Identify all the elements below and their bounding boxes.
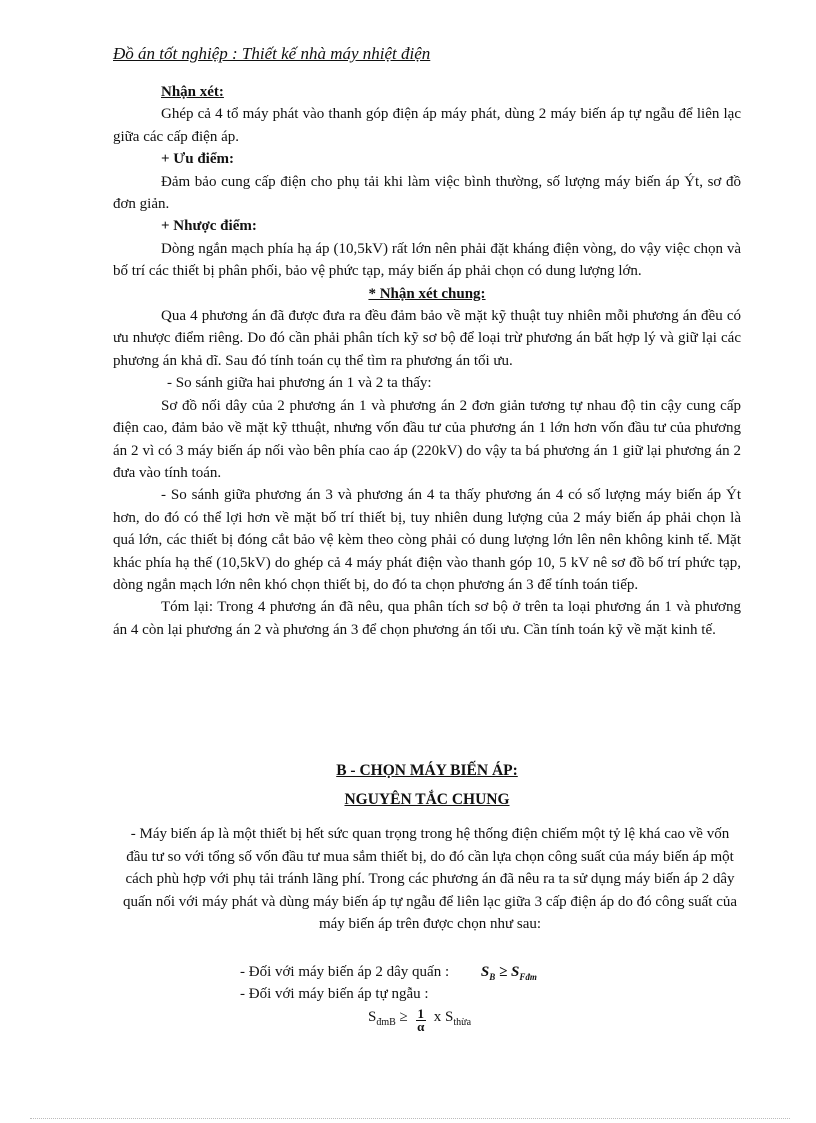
nhan-xet-chung-p3: Sơ đồ nối dây của 2 phương án 1 và phương án 2 đơn giản tương tự nhau độ tin cậy cung cấp điện cao, đảm bảo về mặt kỹ tthuật, nhưng vốn đầu tư của phương án 1 lớn hơn vốn đầu tư của phương án 2 vì có 3 máy biến áp nối vào bên phía cao áp (220kV) do vậy ta bá phương án 1 giữ lại phương án 2 đưa vào tính toán. (113, 397, 741, 481)
nhan-xet-chung-title: * Nhận xét chung: (368, 285, 486, 302)
nhan-xet-chung-p5: Tóm lại: Trong 4 phương án đã nêu, qua phân tích sơ bộ ở trên ta loại phương án 1 và phương án 4 còn lại phương án 2 và phương án 3 để chọn phương án tối ưu. Cần tính toán kỹ về mặt kinh tế. (113, 599, 741, 638)
uu-diem-title: + Ưu điểm: (161, 151, 234, 168)
uu-diem-text: Đảm bảo cung cấp điện cho phụ tải khi làm việc bình thường, số lượng máy biến áp Ýt, sơ đồ đơn giản. (113, 173, 741, 213)
nhan-xet-chung-p2: - So sánh giữa hai phương án 1 và 2 ta thấy: (167, 375, 432, 392)
page-header: Đồ án tốt nghiệp : Thiết kế nhà máy nhiệt điện (113, 44, 431, 63)
document-body (113, 81, 741, 641)
nhuoc-diem-title: + Nhược điểm: (161, 218, 257, 235)
two-winding-rule: - Đối với máy biến áp 2 dây quấn : $S_B \ge S_{Fđm}$ (240, 964, 537, 982)
nhan-xet-text: Ghép cả 4 tổ máy phát vào thanh góp điện áp máy phát, dùng 2 máy biến áp tự ngẫu để liên lạc giữa các cấp điện áp. (113, 106, 741, 145)
nhan-xet-chung-p1: Qua 4 phương án đã được đưa ra đều đảm bảo về mặt kỹ thuật tuy nhiên mỗi phương án đều có ưu nhược điểm riêng. Do đó cần phải phân tích kỹ sơ bộ để loại trừ phương án bất hợp lý và giữ lại các phương án khả dĩ. Sau đó tính toán cụ thể tìm ra phương án tối ưu. (113, 308, 741, 369)
nhan-xet-chung-p4: - So sánh giữa phương án 3 và phương án 4 ta thấy phương án 4 có số lượng máy biến áp Ýt hơn, do đó có thể lợi hơn về mặt bố trí thiết bị, tuy nhiên dung lượng của 2 máy biến áp phải chọn là quá lớn, các thiết bị đóng cắt bảo vệ kèm theo còng phải có dung lượng lớn lên nên không kinh tế. Mặt khác phía hạ thế (10,5kV) do ghép cả 4 máy phát điện vào thanh góp 10, 5 kV nê sơ đồ bố trí phức tạp, dòng ngắn mạch lớn nên khó chọn thiết bị, do đó ta chọn phương án 3 để tính toán tiếp. (113, 487, 741, 593)
section-b-title: B - CHỌN MÁY BIẾN ÁP: (336, 762, 518, 779)
principle-paragraph: - Máy biến áp là một thiết bị hết sức quan trọng trong hệ thống điện chiếm một tỷ lệ khá cao về vốn đầu tư so với tổng số vốn đầu tư mua sắm thiết bị, do đó cần lựa chọn công suất của máy biến áp một cách phù hợp với phụ tải tránh lãng phí. Trong các phương án đã nêu ra ta sử dụng máy biến áp 2 dây quấn nối với máy phát và dùng máy biến áp tự ngẫu để liên lạc giữa 3 cấp điện áp do đó công suất của máy biến áp trên được chọn như sau: (122, 826, 738, 933)
auto-transformer-formula: $S_{đmB}$ ≥ $\frac{1}{\alpha}$ x $S_{thừa}$ (368, 1006, 472, 1034)
two-winding-formula: $S_B \ge S_{Fđm}$ (480, 964, 537, 982)
fraction: $\frac{1}{\alpha}$ (417, 1006, 425, 1034)
page-bottom-rule (30, 1118, 790, 1119)
auto-transformer-rule: - Đối với máy biến áp tự ngẫu : (240, 986, 429, 1002)
nhuoc-diem-text: Dòng ngắn mạch phía hạ áp (10,5kV) rất lớn nên phải đặt kháng điện vòng, do vậy việc chọn và bố trí các thiết bị phân phối, bảo vệ phức tạp, máy biến áp phải chọn có dung lượng lớn. (113, 240, 741, 280)
nhan-xet-title: Nhận xét: (161, 84, 224, 100)
section-b-subtitle: NGUYÊN TẮC CHUNG (344, 791, 510, 808)
